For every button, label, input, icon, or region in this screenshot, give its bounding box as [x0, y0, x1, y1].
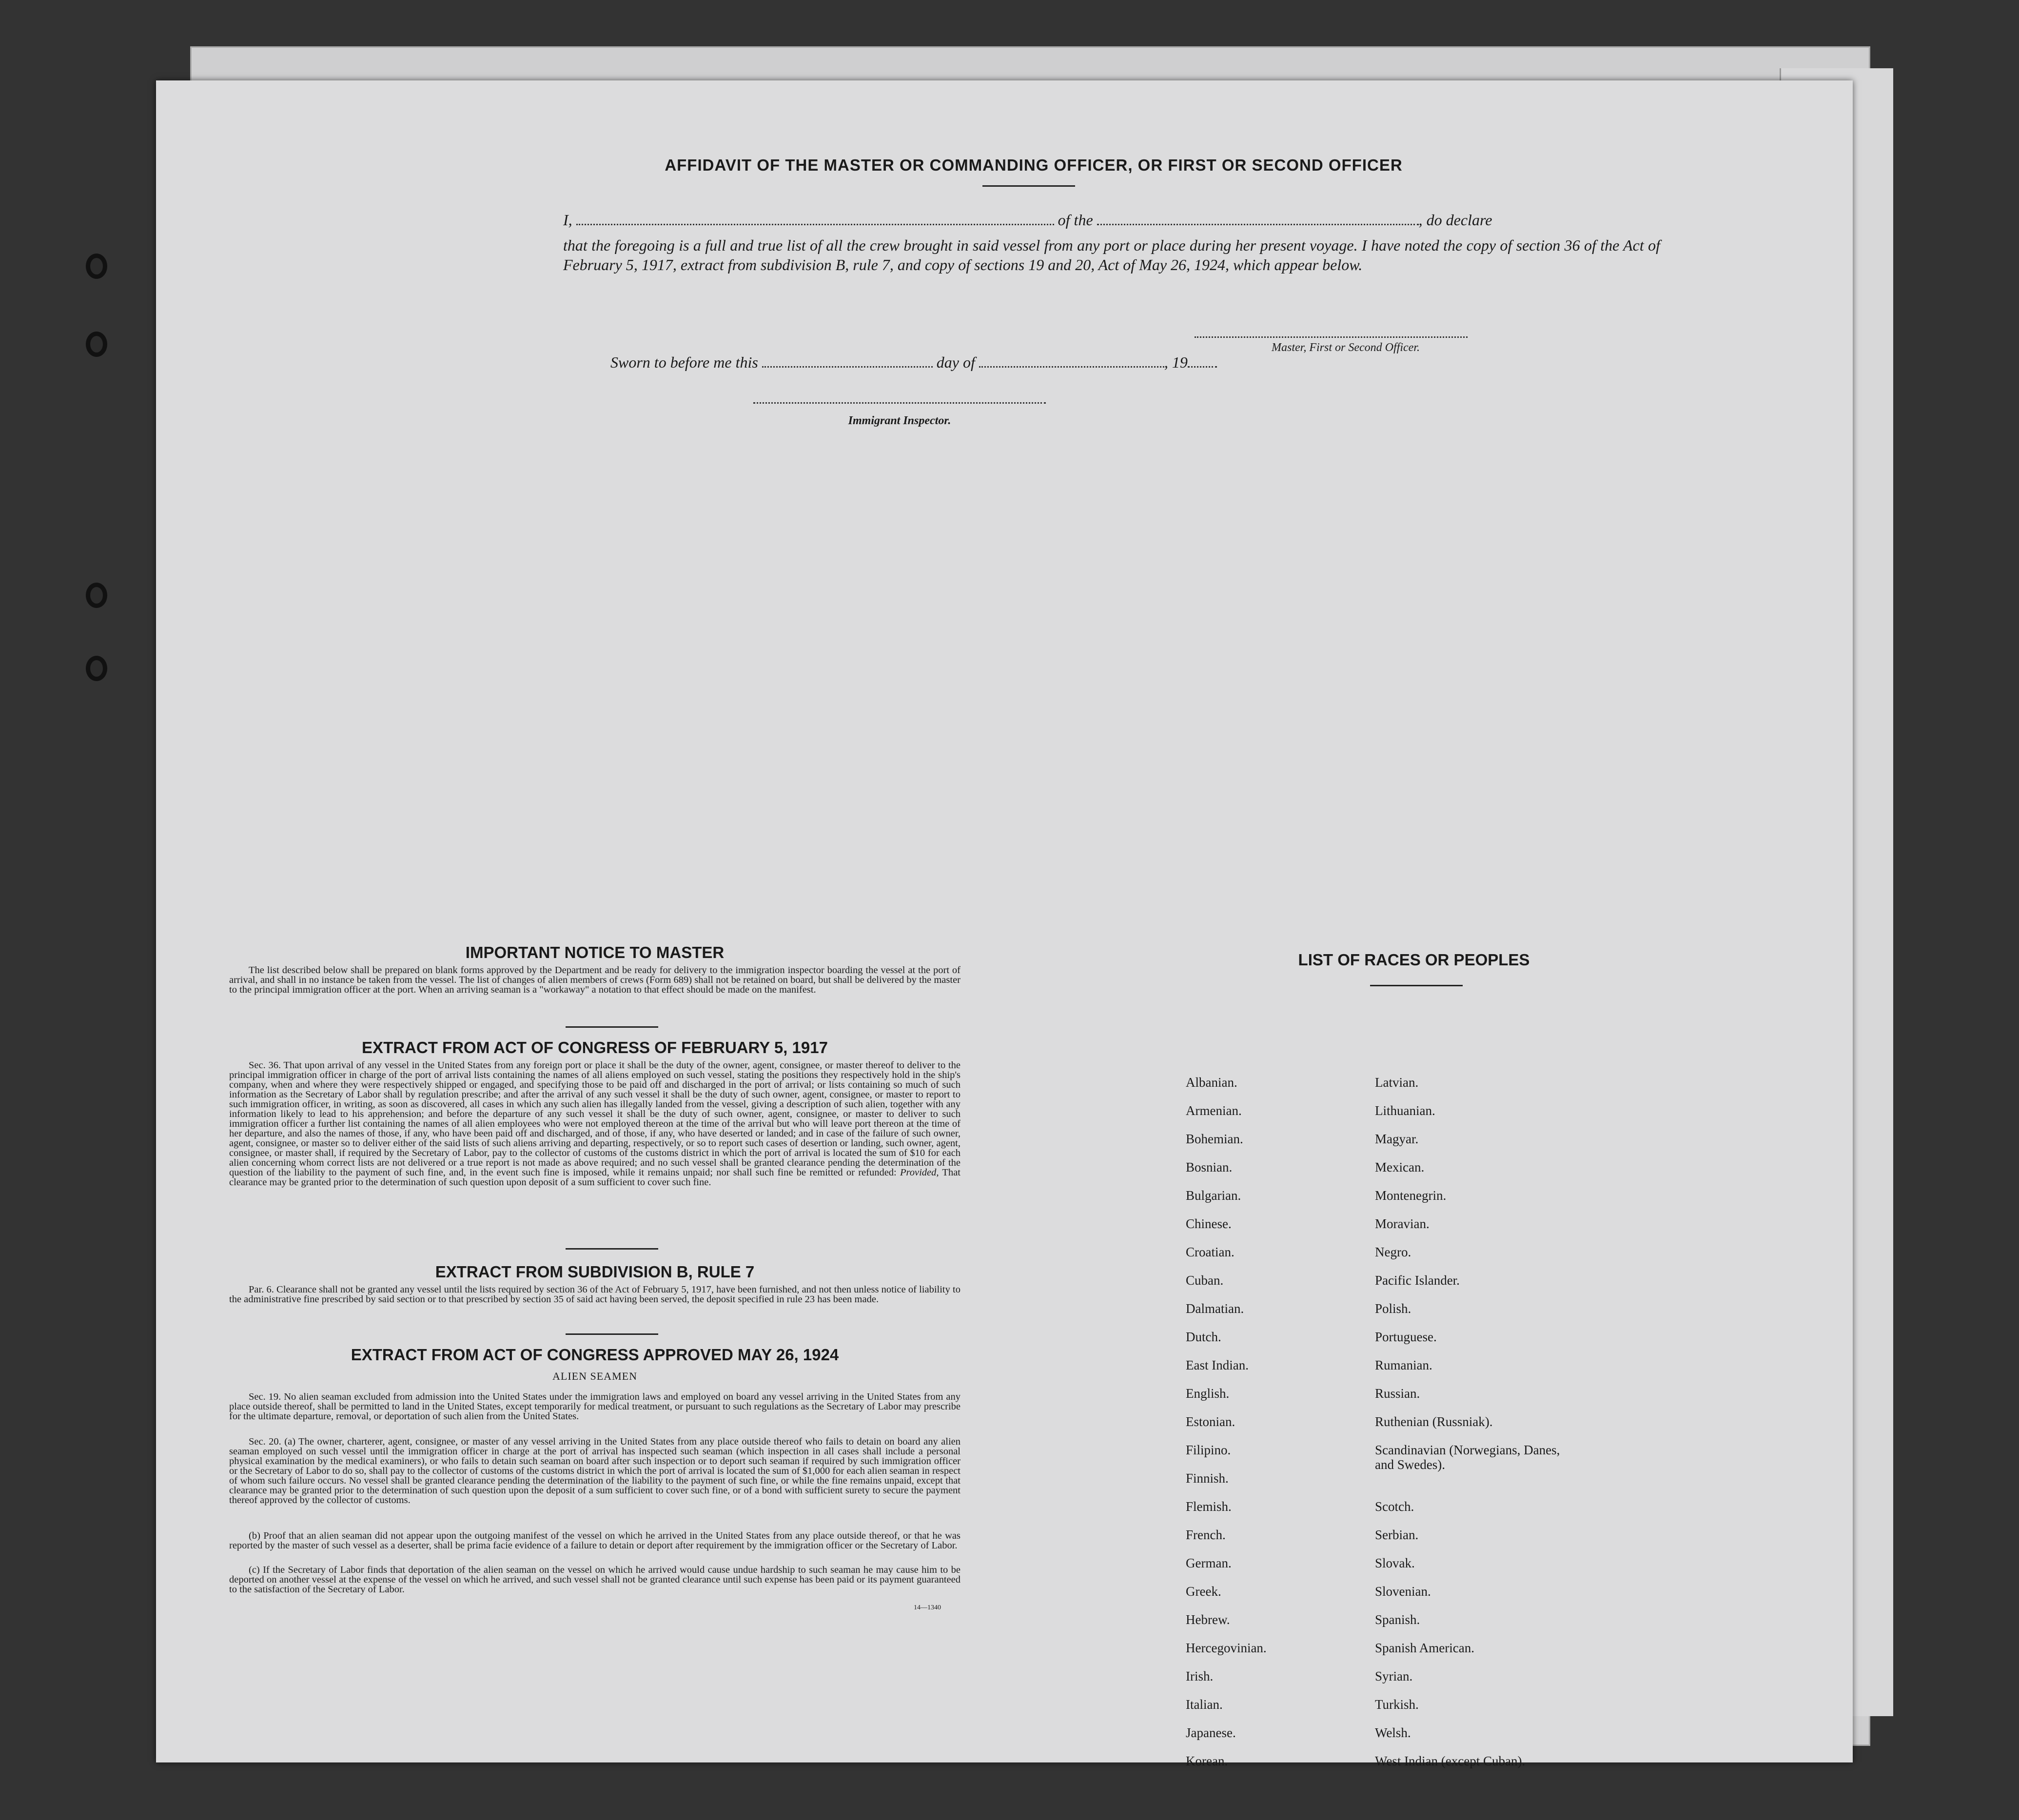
section-20a-body: Sec. 20. (a) The owner, charterer, agent, consignee, or master of any vessel arriving in the United States from any place outside thereof who fails to detain on board any alien seaman employed on such vessel until the immigration officer in charge at the port of arrival has inspected such seaman (which inspection in all cases shall include a personal physical examination by the medical examiners), or who fails to detain such seaman on board after such inspection or to deport such seaman if required by such immigration officer or the Secretary of Labor to do so, shall pay to the collector of customs of the customs district in which the port of arrival is located the sum of $1,000 for each alien seaman in respect of whom such failure occurs. No vessel shall be granted clearance pending the determination of the liability to the payment of such fine, or while the fine remains unpaid, except that clearance may be granted prior to the determination of such question upon the deposit of a sum sufficient to cover such fine, or of a bond with sufficient surety to secure the payment thereof approved by the collector of customs.: [229, 1436, 960, 1506]
section-36-text: Sec. 36. That upon arrival of any vessel in the United States from any foreign port or place it shall be the duty of the owner, agent, consignee, or master thereof to deliver to the principal immigration officer in charge of the port of arrival lists containing the names of all aliens employed on such vessel, stating the positions they respectively hold in the ship's company, when and where they were respectively shipped or engaged, and specifying those to be paid off and discharged in the port of arrival; or lists containing so much of such information as the Secretary of Labor shall by regulation prescribe; and after the arrival of any such vessel it shall be the duty of such owner, agent, consignee, or master to report to such immigration officer, in writing, as soon as discovered, all cases in which any such alien has illegally landed from the vessel, giving a description of such alien, together with any information likely to lead to his apprehension; and before the departure of any such vessel it shall be the duty of such owner, agent, consignee, or master to deliver to such immigration officer a further list containing the names of all alien employees who were not employed thereon at the time of the arrival but who will leave port thereon at the time of her departure, and also the names of those, if any, who have been paid off and discharged, and of those, if any, who have deserted or landed; and in case of the failure of such owner, agent, consignee, or master so to deliver either of the said lists of such aliens arriving and departing, respectively, or so to report such cases of desertion or landing, such owner, agent, consignee, or master shall, if required by the Secretary of Labor, pay to the collector of customs of the customs district in which the port of arrival is located the sum of $10 for each alien concerning whom correct lists are not delivered or a true report is not made as above required; and no such vessel shall be granted clearance pending the determination of the question of the liability to the payment of such fine, and, in the event such fine is imposed, while it remains unpaid; nor shall such fine be remitted or refunded:: [229, 1060, 960, 1178]
binder-hole-icon: [86, 254, 107, 279]
race-item: Korean.: [1186, 1754, 1228, 1768]
race-item: East Indian.: [1186, 1358, 1249, 1372]
declaration-line: [563, 211, 1660, 229]
race-item: Latvian.: [1375, 1075, 1419, 1090]
signature-label: Master, First or Second Officer.: [1272, 341, 1420, 354]
race-item: German.: [1186, 1556, 1232, 1570]
races-right-column: [1375, 1075, 1599, 1782]
race-item: Slovenian.: [1375, 1584, 1431, 1599]
vessel-name-field[interactable]: [1097, 224, 1419, 225]
form-number: 14—1340: [914, 1604, 941, 1611]
race-item: Russian.: [1375, 1386, 1420, 1401]
race-item: Portuguese.: [1375, 1330, 1437, 1344]
notice-title: IMPORTANT NOTICE TO MASTER: [465, 943, 725, 961]
race-item: Armenian.: [1186, 1103, 1242, 1118]
race-item: Lithuanian.: [1375, 1103, 1435, 1118]
inspector-label: Immigrant Inspector.: [848, 414, 951, 427]
race-item: Negro.: [1375, 1245, 1411, 1259]
race-item: Dutch.: [1186, 1330, 1221, 1344]
race-item: Croatian.: [1186, 1245, 1235, 1259]
declare-suffix: , do declare: [1418, 211, 1492, 229]
race-item: Polish.: [1375, 1301, 1411, 1316]
declarant-name-field[interactable]: [576, 224, 1054, 225]
section-19-body: Sec. 19. No alien seaman excluded from admission into the United States under the immigration laws and employed on board any vessel arriving in the United States from any place outside thereof, shall be permitted to land in the United States, except temporarily for medical treatment, or pursuant to such regulations as the Secretary of Labor may prescribe for the ultimate departure, removal, or deportation of such alien from the United States.: [229, 1391, 960, 1422]
race-item: Ruthenian (Russniak).: [1375, 1414, 1493, 1429]
race-item: Syrian.: [1375, 1669, 1413, 1683]
race-item: Greek.: [1186, 1584, 1221, 1599]
race-item: Japanese.: [1186, 1725, 1236, 1740]
binder-hole-icon: [86, 583, 107, 608]
race-item: Magyar.: [1375, 1132, 1419, 1146]
race-item: Spanish.: [1375, 1612, 1420, 1627]
race-item: Bulgarian.: [1186, 1188, 1241, 1203]
notice-body: The list described below shall be prepared on blank forms approved by the Department and be ready for delivery to the immigration inspector boarding the vessel at the port of arrival, and shall in no instance be taken from the vessel. The list of changes of alien members of crews (Form 689) shall not be retained on board, but shall be delivered by the master to the principal immigration officer at the port. When an arriving seaman is a "workaway" a notation to that effect should be made on the manifest.: [229, 965, 960, 995]
rule-7-divider: [566, 1333, 658, 1335]
races-title: LIST OF RACES OR PEOPLES: [1298, 951, 1530, 969]
race-item: Finnish.: [1186, 1471, 1229, 1486]
extract-1917-body: [229, 1060, 960, 1187]
sworn-day-field[interactable]: [762, 366, 933, 368]
race-item: Pacific Islander.: [1375, 1273, 1460, 1288]
vessel-prefix: of the: [1058, 211, 1093, 229]
declarant-prefix: I,: [563, 211, 572, 229]
extract-1917-divider: [566, 1248, 658, 1250]
sworn-line: [610, 353, 1439, 372]
race-item: Spanish American.: [1375, 1641, 1474, 1655]
sworn-prefix: Sworn to before me this: [610, 353, 758, 371]
sworn-year-label: , 19: [1164, 353, 1188, 371]
race-item: French.: [1186, 1527, 1226, 1542]
binder-hole-icon: [86, 656, 107, 681]
race-item: Estonian.: [1186, 1414, 1235, 1429]
affidavit-page: [156, 80, 1853, 1768]
race-item: Cuban.: [1186, 1273, 1224, 1288]
race-item: Welsh.: [1375, 1725, 1411, 1740]
race-item: Italian.: [1186, 1697, 1223, 1712]
section-20b-body: (b) Proof that an alien seaman did not appear upon the outgoing manifest of the vessel on which he arrived in the United States from any place outside thereof, or that he was reported by the master of such vessel as a deserter, shall be prima facie evidence of a failure to detain or deport after requirement by the immigration officer or the Secretary of Labor.: [229, 1530, 960, 1551]
races-divider: [1370, 985, 1463, 986]
race-item: Dalmatian.: [1186, 1301, 1244, 1316]
affidavit-title: AFFIDAVIT OF THE MASTER OR COMMANDING OFFICER, OR FIRST OR SECOND OFFICER: [665, 156, 1403, 174]
race-item: Flemish.: [1186, 1499, 1232, 1514]
race-item: Hercegovinian.: [1186, 1641, 1267, 1655]
alien-seamen-subtitle: ALIEN SEAMEN: [552, 1370, 637, 1382]
notice-divider: [566, 1026, 658, 1028]
race-item: Hebrew.: [1186, 1612, 1230, 1627]
race-item: Moravian.: [1375, 1216, 1430, 1231]
proviso-word: Provided,: [900, 1167, 939, 1178]
race-item: Bohemian.: [1186, 1132, 1243, 1146]
race-item: Bosnian.: [1186, 1160, 1233, 1174]
race-item: Montenegrin.: [1375, 1188, 1447, 1203]
race-item: Irish.: [1186, 1669, 1214, 1683]
race-item: Slovak.: [1375, 1556, 1415, 1570]
race-item: Scotch.: [1375, 1499, 1414, 1514]
race-item: Filipino.: [1186, 1443, 1231, 1457]
extract-1917-title: EXTRACT FROM ACT OF CONGRESS OF FEBRUARY 5, 1917: [362, 1038, 828, 1057]
race-item: Rumanian.: [1375, 1358, 1432, 1372]
declaration-body: that the foregoing is a full and true list of all the crew brought in said vessel from any port or place during her present voyage. I have noted the copy of section 36 of the Act of February 5, 1917, extract from subdivision B, rule 7, and copy of sections 19 and 20, Act of May 26, 1924, which appear below.: [563, 236, 1660, 274]
signature-line[interactable]: [1195, 336, 1468, 338]
race-item: Albanian.: [1186, 1075, 1237, 1090]
binder-hole-icon: [86, 332, 107, 357]
rule-7-body: Par. 6. Clearance shall not be granted any vessel until the lists required by section 36 of the Act of February 5, 1917, have been furnished, and not then unless notice of liability to the administrative fine prescribed by said section or to that prescribed by section 35 of said act having been served, the deposit specified in rule 23 has been made.: [229, 1284, 960, 1305]
rule-7-title: EXTRACT FROM SUBDIVISION B, RULE 7: [435, 1263, 755, 1281]
race-item: Chinese.: [1186, 1216, 1232, 1231]
race-item: Turkish.: [1375, 1697, 1419, 1712]
race-item: West Indian (except Cuban).: [1375, 1754, 1526, 1768]
inspector-signature-line[interactable]: [753, 402, 1046, 404]
sworn-month-field[interactable]: [979, 366, 1164, 368]
race-item: English.: [1186, 1386, 1230, 1401]
race-item: Mexican.: [1375, 1160, 1425, 1174]
race-item: Serbian.: [1375, 1527, 1419, 1542]
extract-1924-title: EXTRACT FROM ACT OF CONGRESS APPROVED MAY 26, 1924: [351, 1346, 839, 1364]
race-item: Scandinavian (Norwegians, Danes, and Swedes).: [1375, 1443, 1560, 1472]
proviso-text: That clearance may be granted prior to the determination of such question upon deposit of a sum sufficient to cover such fine.: [229, 1167, 960, 1188]
sworn-year-field[interactable]: [1188, 366, 1217, 368]
sworn-day-label: day of: [936, 353, 975, 371]
title-divider: [982, 185, 1075, 187]
section-20c-body: (c) If the Secretary of Labor finds that deportation of the alien seaman on the vessel on which he arrived would cause undue hardship to such seaman he may cause him to be deported on another vessel at the expense of the vessel on which he arrived, and such vessel shall not be granted clearance until such expense has been paid or its payment guaranteed to the satisfaction of the Secretary of Labor.: [229, 1565, 960, 1595]
